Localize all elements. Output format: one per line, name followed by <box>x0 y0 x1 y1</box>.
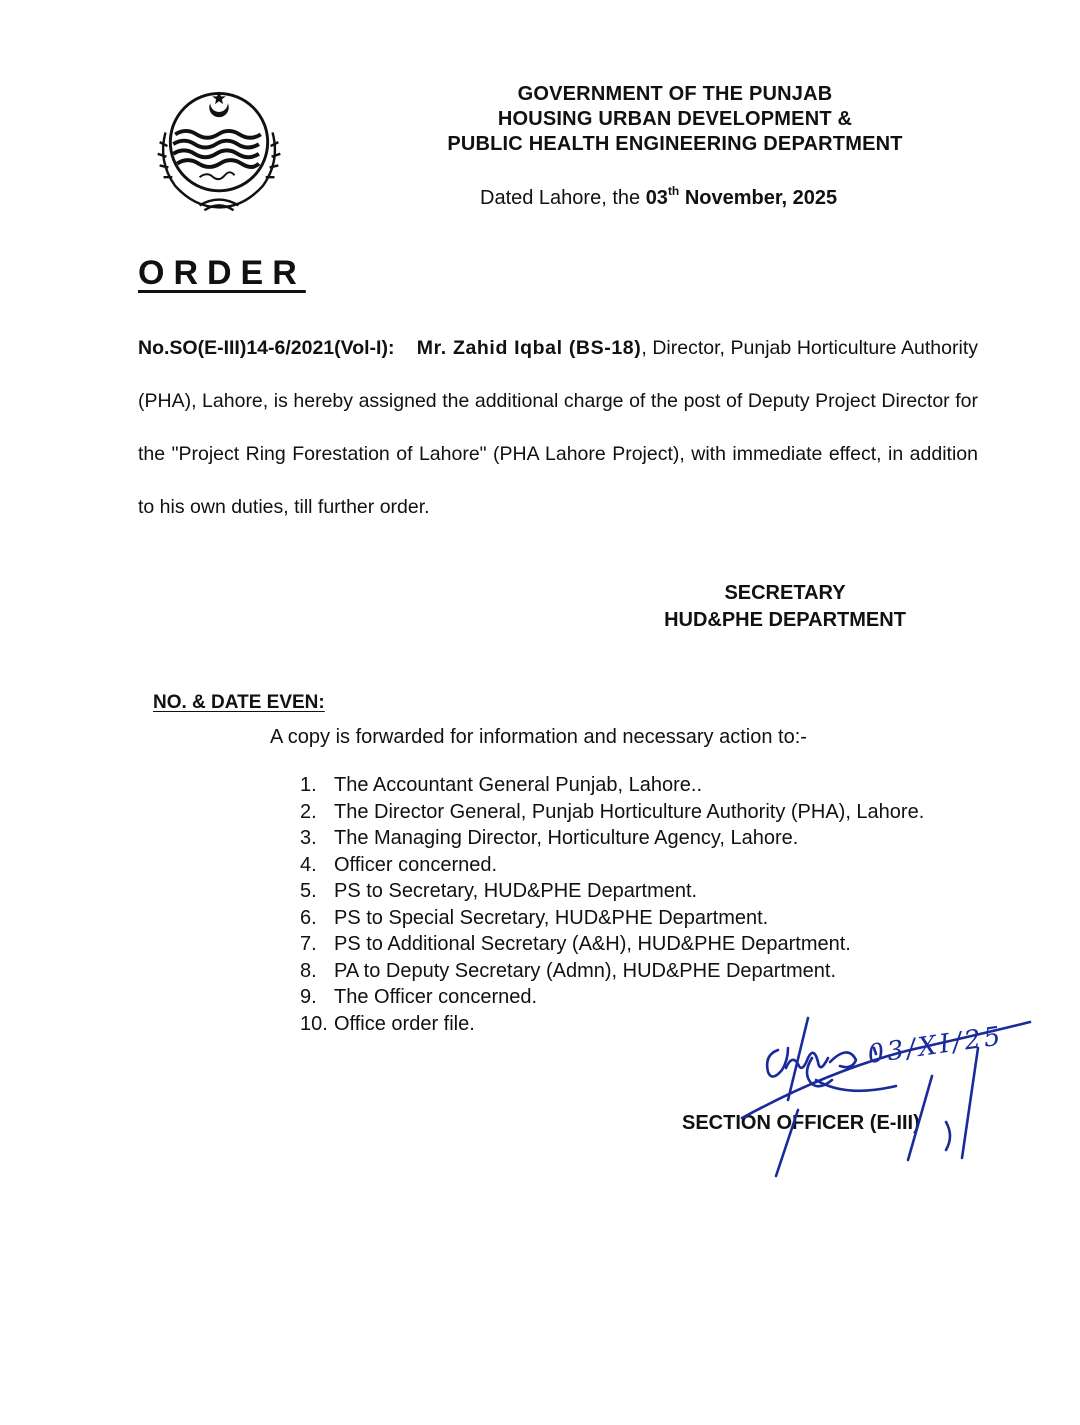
dated-prefix: Dated Lahore, the <box>480 187 646 209</box>
recipient-number: 1. <box>300 774 317 796</box>
order-body-text: , Director, Punjab Horticulture Authority (PHA), Lahore, is hereby assigned the additional charge of the post of Deputy Project Director for the "Project Ring Forestation of Lahore" (PHA Lahore Project), with immediate effect, in addition to his own duties, till further order. <box>138 337 978 518</box>
recipient-text: Office order file. <box>334 1012 475 1035</box>
dated-month-year: November, 2025 <box>679 187 838 209</box>
recipient-text: The Managing Director, Horticulture Agency, Lahore. <box>334 827 799 849</box>
list-item <box>300 931 924 958</box>
recipient-text: Officer concerned. <box>334 853 498 876</box>
recipient-text: PA to Deputy Secretary (Admn), HUD&PHE Department. <box>334 959 837 982</box>
recipient-text: PS to Secretary, HUD&PHE Department. <box>334 880 698 902</box>
recipient-text: PS to Special Secretary, HUD&PHE Department. <box>334 906 769 929</box>
recipient-number: 2. <box>300 800 317 823</box>
list-item <box>300 905 924 932</box>
recipient-number: 5. <box>300 880 317 902</box>
recipient-number: 4. <box>300 853 317 876</box>
order-title: ORDER <box>138 254 306 292</box>
secretary-signature-block <box>640 580 930 634</box>
list-item <box>300 772 924 799</box>
list-item <box>300 878 924 905</box>
recipient-number: 6. <box>300 906 317 929</box>
secretary-department: HUD&PHE DEPARTMENT <box>664 609 906 631</box>
recipient-text: The Accountant General Punjab, Lahore.. <box>334 774 703 796</box>
secretary-title: SECRETARY <box>724 582 846 604</box>
list-item <box>300 1011 924 1038</box>
recipient-number: 8. <box>300 959 317 982</box>
dated-line <box>480 184 837 210</box>
recipient-text: The Officer concerned. <box>334 986 538 1008</box>
recipient-number: 10. <box>300 1012 328 1035</box>
recipient-text: The Director General, Punjab Horticulture Authority (PHA), Lahore. <box>334 800 925 823</box>
letterhead-line-2: HOUSING URBAN DEVELOPMENT & <box>497 108 853 130</box>
handwritten-signature-date: 03/XI/25 <box>865 1021 1006 1070</box>
recipient-text: PS to Additional Secretary (A&H), HUD&PHE Department. <box>334 933 851 955</box>
letterhead-line-1: GOVERNMENT OF THE PUNJAB <box>517 83 833 105</box>
list-item <box>300 958 924 985</box>
recipient-number: 9. <box>300 986 317 1008</box>
list-item <box>300 799 924 826</box>
order-reference-number: No.SO(E-III)14-6/2021(Vol-I): <box>138 337 395 359</box>
letterhead <box>420 82 930 157</box>
copy-forwarded-intro: A copy is forwarded for information and necessary action to:- <box>270 726 807 748</box>
punjab-government-emblem-icon <box>146 74 292 220</box>
list-item <box>300 852 924 879</box>
list-item <box>300 984 924 1011</box>
recipient-number: 3. <box>300 827 317 849</box>
order-body <box>138 322 978 534</box>
dated-day-suffix: th <box>667 184 680 198</box>
list-item <box>300 825 924 852</box>
officer-name: Mr. Zahid Iqbal (BS-18) <box>416 337 642 359</box>
recipient-list <box>300 772 924 1037</box>
letterhead-line-3: PUBLIC HEALTH ENGINEERING DEPARTMENT <box>447 133 903 155</box>
section-officer-title: SECTION OFFICER (E-III) <box>682 1112 920 1134</box>
no-date-even-heading: NO. & DATE EVEN: <box>153 692 325 713</box>
recipient-number: 7. <box>300 933 317 955</box>
dated-day: 03 <box>645 187 668 209</box>
